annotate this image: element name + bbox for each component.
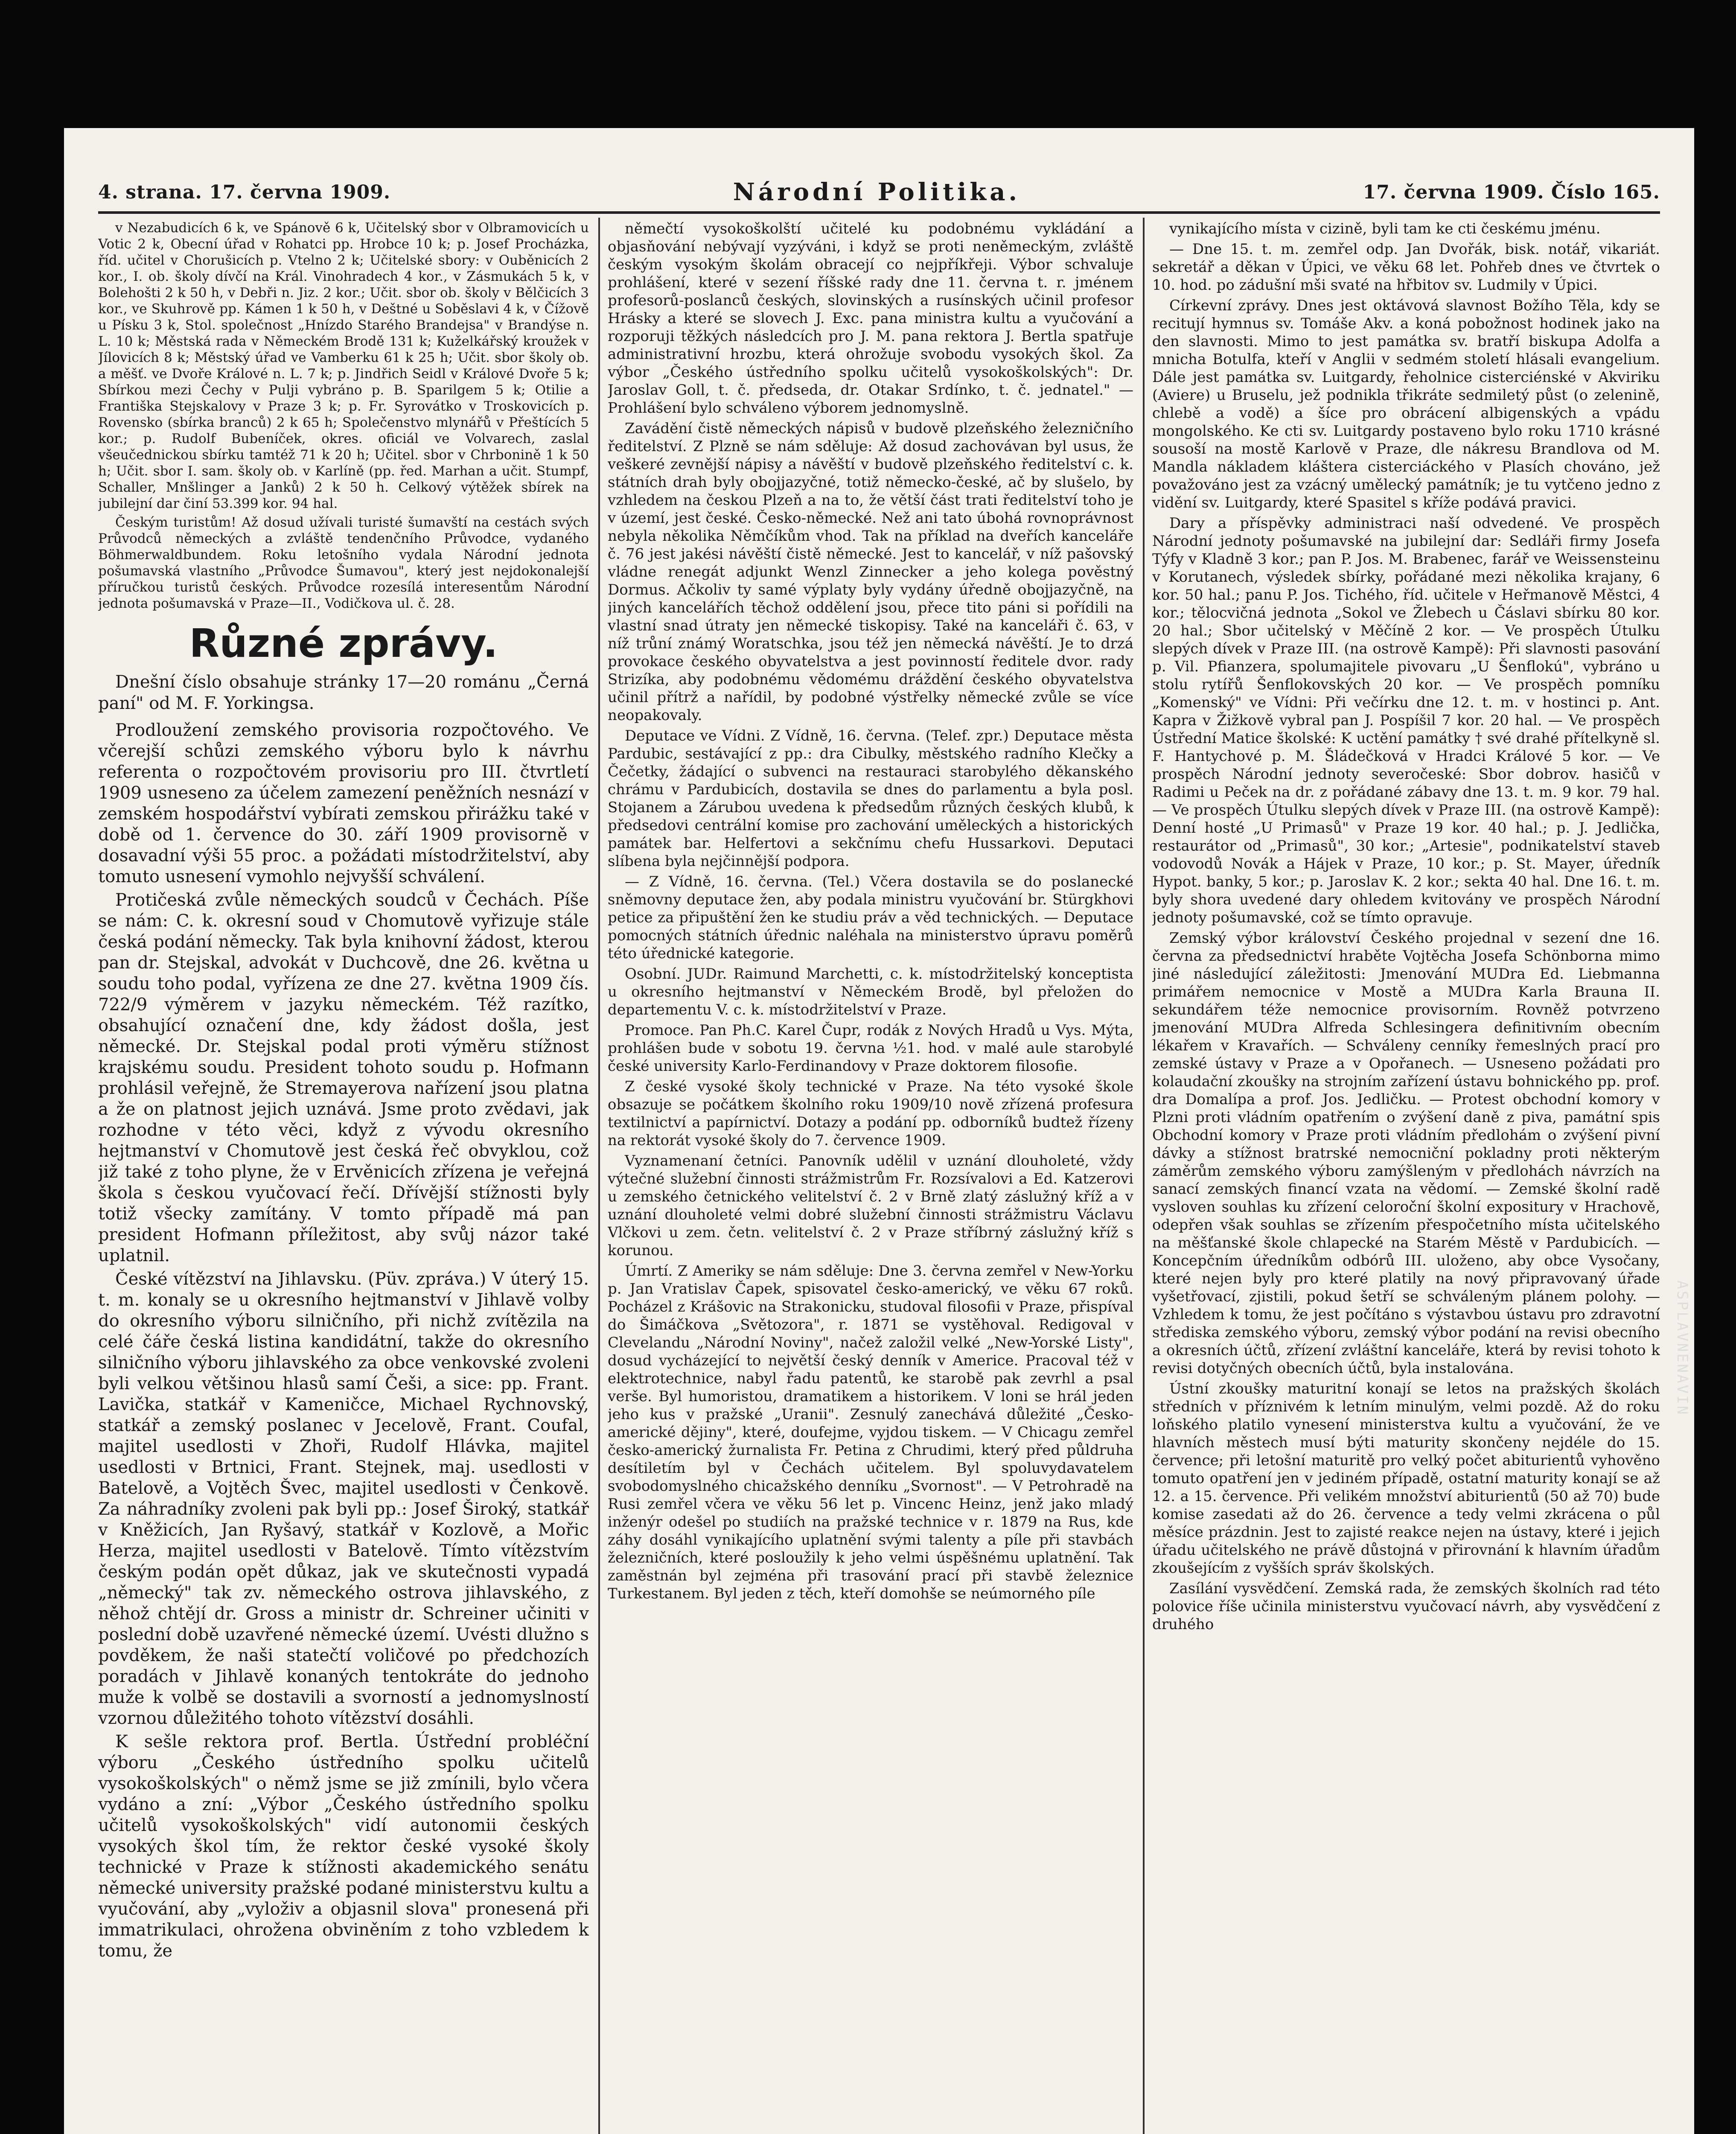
article-technical-school: Z české vysoké školy technické v Praze. Na této vysoké škole obsazuje se počátkem školního roku 1909/10 nově zřízená profesura textilnictví a papírnictví. Dotazy a podání pp. odborníků budtež řízeny na rektorát vysoké školy do 7. července 1909. [608, 1078, 1133, 1149]
newspaper-title: Národní Politika. [733, 178, 1020, 206]
article-vienna: — Z Vídně, 16. června. (Tel.) Včera dostavila se do poslanecké sněmovny deputace žen, aby podala ministru vyučování br. Stürgkhovi petice za připuštění žen ke studiu práv a věd technických. — Deputace pomocných státních úřednic naléhala na ministerstvo úpravu poměrů této úřednické kategorie. [608, 873, 1133, 962]
article-land-committee: Zemský výbor království Českého projednal v sezení dne 16. června za předsednictví hraběte Vojtěcha Josefa Schönborna mimo jiné následující záležitosti: Jmenování MUDra Ed. Liebmanna primářem nemocnice v Mostě a MUDra Karla Brauna II. sekundářem téže nemocnice provisorním. Rovněž potvrzeno jmenování MUDra Alfreda Schlesingera definitivním obecním lékařem v Kravařích. — Schváleny cenníky řemeslných prací pro zemské ústavy v Praze a v Opořanech. — Usneseno požádati pro kolaudační zkoušky na strojním zařízení ústavu bohnického pp. prof. dra Domalípa a prof. Jos. Jedličku. — Protest obchodní komory v Plzni proti vládním opatřením o zvýšení daně z piva, památní spis Obchodní komory v Praze proti vládním předlohám o zvýšení pivní dávky a stížnost bratrské nemocniční pokladny proti některým záměrům zemského výboru zamýšleným v předlohách návrzích na sanací zemských financí vzata na vědomí. — Zemské školní radě vysloven souhlas ku zřízení celoroční školní expositury v Hrachově, odepřen však souhlas se zřízením přespočetního místa učitelského na měšťanské škole chlapecké na Starém Městě v Pardubicích. — Koncepčním úředníkům odbórů III. uloženo, aby obce Vysočany, které nejen byly pro které platily na nový připravovaný úřade vyšetřovací, zjistili, pokud šetří se schváleným plánem polohy. — Vzhledem k tomu, že jest počítáno s výstavbou ústavu pro zdravotní střediska zemského výboru, zemský výbor podání na revisi obecního a okresních účtů, zřízení zvláštní kanceláře, která by revisi tohoto k revisi dotyčných obecních účtů, byla instalována. [1152, 930, 1660, 1377]
newspaper-page [64, 128, 1694, 2134]
section-title: Různé zprávy. [189, 621, 498, 666]
article-gifts: Dary a příspěvky administraci naší odvedené. Ve prospěch Národní jednoty pošumavské na jubilejní dar: Sedláři firmy Josefa Týfy v Kladně 3 kor.; pan P. Jos. M. Brabenec, farář ve Weissensteinu v Korutanech, výsledek sbírky, pořádané mezi několika krajany, 6 kor. 50 hal.; panu P. Jos. Tichého, říd. učitele v Heřmanově Městci, 4 kor.; tělocvičná jednota „Sokol ve Žlebech u Čáslavi sbírku 80 kor. 20 hal.; Sbor učitelský v Měčíně 2 kor. — Ve prospěch Útulku slepých dívek v Praze III. (na ostrově Kampě): Při slavnosti pasování p. Vil. Pfianzera, spolumajitele pivovaru „U Šenflokú", vybráno u stolu rytířů Šenflokovských 20 kor. — Ve prospěch pomníku „Komenský" ve Vídni: Při večírku dne 12. t. m. v hostinci p. Ant. Kapra v Žižkově vybral pan J. Pospíšil 7 kor. 20 hal. — Ve prospěch Ústřední Matice školské: K uctění památky † své drahé přítelkyně sl. F. Hantychové p. M. Šládečková v Hradci Králové 5 kor. — Ve prospěch Národní jednoty severočeské: Sbor dobrov. hasičů v Radimi u Peček na dr. z pořádané zábavy dne 13. t. m. 9 kor. 79 hal. — Ve prospěch Útulku slepých dívek v Praze III. (na ostrově Kampě): Denní hosté „U Primasů" v Praze 19 kor. 40 hal.; p. J. Jedlička, restaurátor od „Primasů", 30 kor.; „Artesie", podnikatelství staveb vodovodů Novák a Hájek v Praze, 10 kor.; p. St. Mayer, úředník Hypot. banky, 5 kor.; p. Jaroslav K. 2 kor.; sekta 40 hal. Dne 16. t. m. byly shora uvedené dary ohledem kvitovány ve prospěch Národní jednoty pošumavské, což se tímto opravuje. [1152, 515, 1660, 926]
column-rule-1 [598, 218, 600, 2134]
article-courts: Protičeská zvůle německých soudců v Čechách. Píše se nám: C. k. okresní soud v Chomutově vyřizuje stále česká podání německy. Tak byla knihovní žádost, kterou pan dr. Stejskal, advokát v Duchcově, dne 26. května u soudu toho podal, vyřízena ze dne 27. května 1909 čís. 722/9 výměrem v jazyku německém. Též razítko, obsahující označení dne, kdy žádost došla, jest německé. Dr. Stejskal podal proti výměru stížnost krajskému soudu. President tohoto soudu p. Hofmann prohlásil veřejně, že Stremayerova nařízení jsou platna a že on platnost jejich uznává. Jsme proto zvědavi, jak rozhodne v této věci, když z vývodu okresního hejtmanství v Chomutově jest česká řeč obvyklou, což již také z toho plyne, že v Ervěnicích zřízena je veřejná škola s českou vyučovací řečí. Dřívější stížnosti byly totiž všecky zamítány. V tomto případě má pan president Hofmann příležitost, aby svůj názor také uplatnil. [98, 890, 589, 1265]
article-bertl: K sešle rektora prof. Bertla. Ústřední probléční výboru „Českého ústředního spolku učitelů vysokoškolských" o němž jsme se již zmínili, bylo včera vydáno a zní: „Výbor „Českého ústředního spolku učitelů vysokoškolských" vidí autonomii českých vysokých škol tím, že rektor české vysoké školy technické v Praze k stížnosti akademického senátu německé university pražské podané ministerstvu kultu a vyučování, aby „vyloživ a objasnil slova" pronesená při immatrikulaci, ohrožena obviněním z toho vzbledem k tomu, že [98, 1732, 589, 1961]
column-1 [98, 220, 589, 2134]
header-rule [98, 211, 1660, 214]
article-deaths: Úmrtí. Z Ameriky se nám sděluje: Dne 3. června zemřel v New-Yorku p. Jan Vratislav Čapek, spisovatel česko-americký, ve věku 67 roků. Pocházel z Krášovic na Strakonicku, studoval filosofii v Praze, přispíval do Šimáčkova „Světozora", r. 1871 se vystěhoval. Redigoval v Clevelandu „Národní Noviny", načež založil velké „New-Yorské Listy", dosud vycházející to největší český denník v Americe. Pracoval též v elektrotechnice, nabyl řadu patentů, ke starobě pak zevrhl a psal verše. Byl humoristou, dramatikem a historikem. V loni se hrál jeden jeho kus v pražské „Uranii". Zesnulý zanechává důležité „Česko-americké dějiny", které, doufejme, vyjdou tiskem. — V Chicagu zemřel česko-americký žurnalista Fr. Petina z Chrudimi, který před půldruha desítiletím byl v Čechách učitelem. Byl spoluvydavatelem svobodomyslného chicažského denníku „Svornost". — V Petrohradě na Rusi zemřel včera ve věku 56 let p. Vincenc Heinz, jenž jako mladý inženýr odešel po studiích na pražské technice v r. 1879 na Rus, kde záhy dosáhl vynikajícího uplatnění svými talenty a píle při stavbách železničních, které posloužily k jeho velmi úspěšnému uplatnění. Tak zaměstnán byl zejména při trasování prací při stavbě železnice Turkestanem. Byl jeden z těch, kteří domohše se neúmorného píle [608, 1262, 1133, 1602]
lead-notice: Dnešní číslo obsahuje stránky 17—20 románu „Černá paní" od M. F. Yorkingsa. [98, 672, 589, 713]
edge-marking: ASPLAVNENAVIN [1674, 1280, 1691, 1417]
article-tourists: Českým turistům! Až dosud užívali turisté šumavští na cestách svých Průvodců německých a zvláště tendenčního Průvodce, vydaného Böhmerwaldbundem. Roku letošního vydala Národní jednota pošumavská vlastního „Průvodce Šumavou", který jest nejdokonalejší příručkou turistů českých. Průvodce rozesílá interesentům Národní jednota pošumavská v Praze—II., Vodičkova ul. č. 28. [98, 515, 589, 611]
column-rule-2 [1143, 218, 1145, 2134]
article-donations: v Nezabudicích 6 k, ve Spánově 6 k, Učitelský sbor v Olbramovicích u Votic 2 k, Obecní úřad v Rohatci pp. Hrobce 10 k; p. Josef Procházka, říd. učitel v Chorušicích p. Vtelno 2 k; Učitelské sbory: v Ouběnicích 2 kor., I. ob. školy dívčí na Král. Vinohradech 4 kor., v Zásmukách 5 k, v Bolehošti 2 k 50 h, v Debři n. Jiz. 2 kor.; Učit. sbor ob. školy v Bělčicích 3 kor., ve Skuhrově pp. Kámen 1 k 50 h, v Deštné u Soběslavi 4 k, v Čížově u Písku 3 k, Stol. společnost „Hnízdo Starého Brandejsa" v Brandýse n. L. 10 k; Městská rada v Německém Brodě 131 k; Kuželkářský kroužek v Jílovicích 8 k; Městský úřad ve Vamberku 61 k 25 h; Učit. sbor školy ob. a měšť. ve Dvoře Králové n. L. 7 k; p. Jindřich Seidl v Králové Dvoře 5 k; Sbírkou mezi Čechy v Pulji vybráno p. B. Sparilgem 5 k; Otilie a Františka Stejskalovy v Praze 3 k; p. Fr. Syrovátko v Troskovicích p. Rovensko (sbírka branců) 2 k 65 h; Společenstvo mlynářů v Přeštících 5 kor.; p. Rudolf Bubeníček, okres. oficiál ve Volvarech, zaslal všeučednickou sbírku tamtéž 71 k 20 h; Učitel. sbor v Chrbonině 1 k 50 h; Učit. sbor I. sam. školy ob. v Karlíně (pp. řed. Marhan a učit. Stumpf, Schaller, Mnšlinger a Janků) 2 k 50 h. Celkový výtěžek sbírek na jubilejní dar činí 53.399 kor. 94 hal. [98, 220, 589, 511]
article-church: Církevní zprávy. Dnes jest oktávová slavnost Božího Těla, kdy se recitují hymnus sv. Tomáše Akv. a koná pobožnost hodinek jako na den slavnosti. Mimo to jest památka sv. bratří biskupa Adolfa a mnicha Botulfa, kteří v Anglii v sedmém století hlásali evangelium. Dále jest památka sv. Luitgardy, řeholnice cisterciénské v Akviriku (Aviere) u Bruselu, jež podnikla třikráte sedmiletý půst (o zelenině, chlebě a vodě) a šíce pro obrácení albigenských a vpádu mongolského. Ke cti sv. Luitgardy postaveno bylo roku 1710 krásné sousoší na mostě Karlově v Praze, dle nákresu Brandlova od M. Mandla nákladem kláštera cisterciáckého v Plasích chováno, jež považováno jest za vzácný umělecký památník; je tu vytčeno jedno z vidění sv. Luitgardy, které Spasitel s kříže podává pravici. [1152, 297, 1660, 511]
column-3 [1152, 220, 1660, 2134]
column-2 [608, 220, 1133, 2134]
header-left: 4. strana. 17. června 1909. [98, 181, 391, 203]
article-personal: Osobní. JUDr. Raimund Marchetti, c. k. místodržitelský konceptista u okresního hejtmanství v Německém Brodě, byl přeložen do departementu V. c. k. místodržitelství v Praze. [608, 965, 1133, 1018]
article-provisorium: Prodloužení zemského provisoria rozpočtového. Ve včerejší schůzi zemského výboru bylo k návrhu referenta o rozpočtovém provisoriu pro III. čtvrtletí 1909 usneseno za účelem zamezení peněžních nesnází v zemském hospodářství vybírati zemskou přirážku také v době od 1. července do 30. září 1909 provisorně v dosavadní výši 55 proc. a požádati místodržitelství, aby tomuto usnesení vymohlo nejvyšší schválení. [98, 720, 589, 886]
article-jihlava: České vítězství na Jihlavsku. (Püv. zpráva.) V úterý 15. t. m. konaly se u okresního hejtmanství v Jihlavě volby do okresního výboru silničního, při nichž zvítězila na celé čáře česká listina kandidátní, takže do okresního silničního výboru jihlavského za obce venkovské zvoleni byli velkou většinou hlasů samí Češi, a sice: pp. Frant. Lavička, statkář v Kameničce, Michael Rychnovský, statkář a zemský poslanec v Jecelově, Frant. Coufal, majitel usedlosti v Zhoři, Rudolf Hlávka, majitel usedlosti v Brtnici, Frant. Stejnek, maj. usedlosti v Batelově, a Vojtěch Švec, majitel usedlosti v Čenkově. Za náhradníky zvoleni pak byli pp.: Josef Široký, statkář v Kněžicích, Jan Ryšavý, statkář v Kozlově, a Mořic Herza, majitel usedlosti v Batelově. Tímto vítězstvím českým podán opět důkaz, jak ve skutečnosti vypadá „německý" tak zv. německého ostrova jihlavského, z něhož chtějí dr. Gross a ministr dr. Schreiner učiniti v poslední době uzavřené německé území. Uvésti dlužno s povděkem, že naši statečtí voličové po předchozích poradách v Jihlavě konaných tentokráte do jednoho muže k volbě se dostavili a svorností a jednomyslností vzornou důležitého tohoto vítězství dosáhli. [98, 1269, 589, 1728]
page-header [98, 175, 1660, 209]
article-certificates: Zasílání vysvědčení. Zemská rada, že zemských školních rad této polovice říše učinila ministerstvu vyučovací návrh, aby vysvědčení z druhého [1152, 1580, 1660, 1633]
article-exams: Ústní zkoušky maturitní konají se letos na pražských školách středních v příznivém k letním minulým, velmi pozdě. Až do roku loňského platilo vynesení ministerstva kultu a vyučování, že ve hlavních městech musí býti maturity skončeny nejdéle do 15. července; při letošní maturitě pro velký počet abiturientů vyhověno tomuto opatření jen v jediném případě, ostatní maturity konají se až 12. a 15. července. Při velikém množství abiturientů (50 až 70) bude komise zasedati až do 26. července a tedy velmi zkrácena o půl měsíce prázdnin. Jest to zajisté reakce nejen na ústavy, které i jejich úřadu učitelského ne právě důstojná v přirovnání k hlavním úřadům zkoušejícím z vyšších správ školských. [1152, 1380, 1660, 1577]
article-deputation: Deputace ve Vídni. Z Vídně, 16. června. (Telef. zpr.) Deputace města Pardubic, sestávající z pp.: dra Cibulky, městského radního Klečky a Čečetky, žádající o subvenci na restauraci starobylého děkanského chrámu v Pardubicích, dostavila se dnes do parlamentu a byla posl. Stojanem a Zárubou uvedena k předsedům různých českých klubů, k předsedovi centrální komise pro zachování uměleckých a historických památek bar. Helfertovi a sekčnímu chefu Hussarkovi. Deputaci slíbena byla nejčinnější podpora. [608, 727, 1133, 870]
article-dvorak: — Dne 15. t. m. zemřel odp. Jan Dvořák, bisk. notář, vikariát. sekretář a děkan v Úpici, ve věku 68 let. Pohřeb dnes ve čtvrtek o 10. hod. po zádušní mši svaté na hřbitov sv. Ludmily v Úpici. [1152, 241, 1660, 294]
header-right: 17. června 1909. Číslo 165. [1363, 181, 1660, 203]
article-railway-signs: Zavádění čistě německých nápisů v budově plzeňského železničního ředitelství. Z Plzně se nám sděluje: Až dosud zachovávan byl usus, že veškeré zevnější nápisy a návěští v budově plzeňského ředitelství c. k. státních drah byly obojjazyčné, totiž německo-české, ač by slušelo, by vzhledem na českou Plzeň a na to, že větší část trati ředitelství toho je v území, jest české. Česko-německé. Než ani tato úbohá rovnoprávnost nebyla několika Němčíkům vhod. Tak na příklad na dveřích kanceláře č. 76 jest jakési návěští čistě německé. Jest to kancelář, v níž pašovský vládne renegát adjunkt Wenzl Zinnecker a jeho kolega pověstný Dormus. Ačkoliv ty samé výplaty byly vydány úředně obojjazyčně, na jiných kancelářích těchož oddělení jsou, přece tito páni si pořídili na vlastní snad útraty jen německé tiskopisy. Také na kanceláři č. 63, v níž trůní známý Woratschka, jsou též jen německá návěští. Je to drzá provokace českého obyvatelstva a jest povinností ředitele dvor. rady Strizíka, aby podobnému vědomému dráždění českého obyvatelstva učinil přítrž a nařídil, by podobné výstřelky německé zvůle se více neopakovaly. [608, 420, 1133, 724]
article-deaths-cont: vynikajícího místa v cizině, byli tam ke cti českému jménu. [1169, 220, 1601, 237]
article-professors: němečtí vysokoškolští učitelé ku podobnému vykládání a objasňování nebývají vyzýváni, i když se proti neněmeckým, zvláště českým vysokým školám obracejí co nejpříkřeji. Výbor schvaluje prohlášení, které v sezení říšské rady dne 11. června t. r. jménem profesorů-poslanců českých, slovinských a rusínských učinil profesor Hrásky a které se slovech J. Exc. pana ministra kultu a vyučování a rozporuji těžkých následcích pro J. M. pana rektora J. Bertla spatřuje administrativní hrozbu, která ohrožuje svobodu vysokých škol. Za výbor „Českého ústředního spolku učitelů vysokoškolských": Dr. Jaroslav Goll, t. č. předseda, dr. Otakar Srdínko, t. č. jednatel." — Prohlášení bylo schváleno výborem jednomyslně. [608, 220, 1133, 417]
article-gendarmes: Vyznamenaní četníci. Panovník udělil v uznání dlouholeté, vždy výtečné služební činnosti strážmistrům Fr. Rozsívalovi a Ed. Katzerovi u zemského četnického velitelství č. 2 v Brně zlatý záslužný kříž a v uznání dlouholeté velmi dobré služební činnosti strážmistru Václavu Vlčkovi u zem. četn. velitelství č. 2 v Praze stříbrný záslužný kříž s korunou. [608, 1152, 1133, 1259]
article-promotion: Promoce. Pan Ph.C. Karel Čupr, rodák z Nových Hradů u Vys. Mýta, prohlášen bude v sobotu 19. června ½1. hod. v malé aule starobylé české university Karlo-Ferdinandovy v Praze doktorem filosofie. [608, 1022, 1133, 1075]
